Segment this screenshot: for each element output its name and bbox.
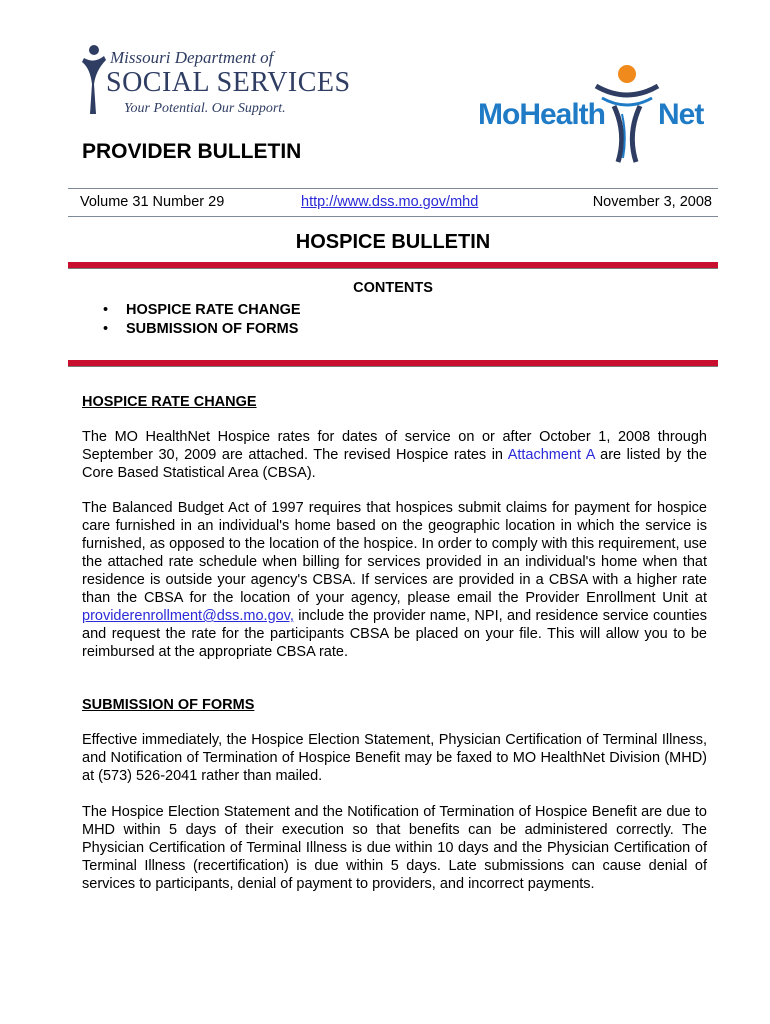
mohealthnet-logo-part1: MoHealth [478,98,605,131]
attachment-a-link[interactable]: Attachment A [507,447,595,463]
bulletin-date: November 3, 2008 [592,194,712,210]
contents-top-divider [68,262,718,269]
contents-label: CONTENTS [353,280,433,296]
bullet-icon: • [103,302,109,318]
rate-change-paragraph-2 [82,499,707,661]
contents-item-rate-change[interactable]: HOSPICE RATE CHANGE [126,302,301,318]
volume-number: Volume 31 Number 29 [80,194,225,210]
rate-change-p1-text-end: are listed by the Core Based Statistical Area (CBSA). [82,447,707,481]
rate-change-p2-text: The Balanced Budget Act of 1997 requires that hospices submit claims for payment for hospice care furnished in an individual's home based on the geographic location in which the service is furnished, as opposed to the location of the hospice. In order to comply with this requirement, use the attached rate schedule when billing for services provided in an individual's home when that residence is outside your agency's CBSA. If services are provided in a CBSA with a higher rate than the CBSA for the location of your agency, please email the Provider Enrollment Unit at [82,500,707,606]
forms-paragraph-2: The Hospice Election Statement and the Notification of Termination of Hospice Benefit are due to MHD within 5 days of their execution so that benefits can be administered correctly. The Physician Certification of Terminal Illness is due within 10 days and the Physician Certification of Terminal Illness (recertification) is due within 5 days. Late submissions can cause denial of services to participants, denial of payment to providers, and incorrect payments. [82,804,707,892]
dss-logo-line3: Your Potential. Our Support. [124,101,286,116]
page-title: PROVIDER BULLETIN [82,140,302,163]
forms-paragraph-1: Effective immediately, the Hospice Election Statement, Physician Certification of Terminal Illness, and Notification of Termination of Hospice Benefit may be faxed to MO HealthNet Division (MHD) at (573) 526-2041 rather than mailed. [82,732,707,784]
bulletin-heading: HOSPICE BULLETIN [295,231,491,253]
dss-logo-line1: Missouri Department of [110,48,274,67]
dss-logo-line2: SOCIAL SERVICES [106,67,351,98]
contents-bottom-divider [68,360,718,367]
section-heading-rate-change: HOSPICE RATE CHANGE [82,394,257,410]
rate-change-paragraph-1 [82,428,707,482]
contents-item-forms[interactable]: SUBMISSION OF FORMS [126,321,299,337]
rate-change-p1-text: The MO HealthNet Hospice rates for dates of service on or after October 1, 2008 through September 30, 2009 are attached. The revised Hospice rates in [82,429,707,463]
meta-top-rule [68,188,718,189]
mohealthnet-logo [470,64,720,164]
rate-change-p2-text-end: include the provider name, NPI, and residence service counties and request the rate for the participants CBSA be placed on your file. This will allow you to be reimbursed at the appropriate CBSA rate. [82,608,707,660]
meta-bottom-rule [68,216,718,217]
dss-logo [80,44,351,124]
section-heading-forms: SUBMISSION OF FORMS [82,697,255,713]
provider-enrollment-email-link[interactable]: providerenrollment@dss.mo.gov, [82,608,294,624]
bullet-icon: • [103,321,109,337]
website-link[interactable]: http://www.dss.mo.gov/mhd [301,194,479,210]
mohealthnet-logo-part2: Net [658,98,704,131]
